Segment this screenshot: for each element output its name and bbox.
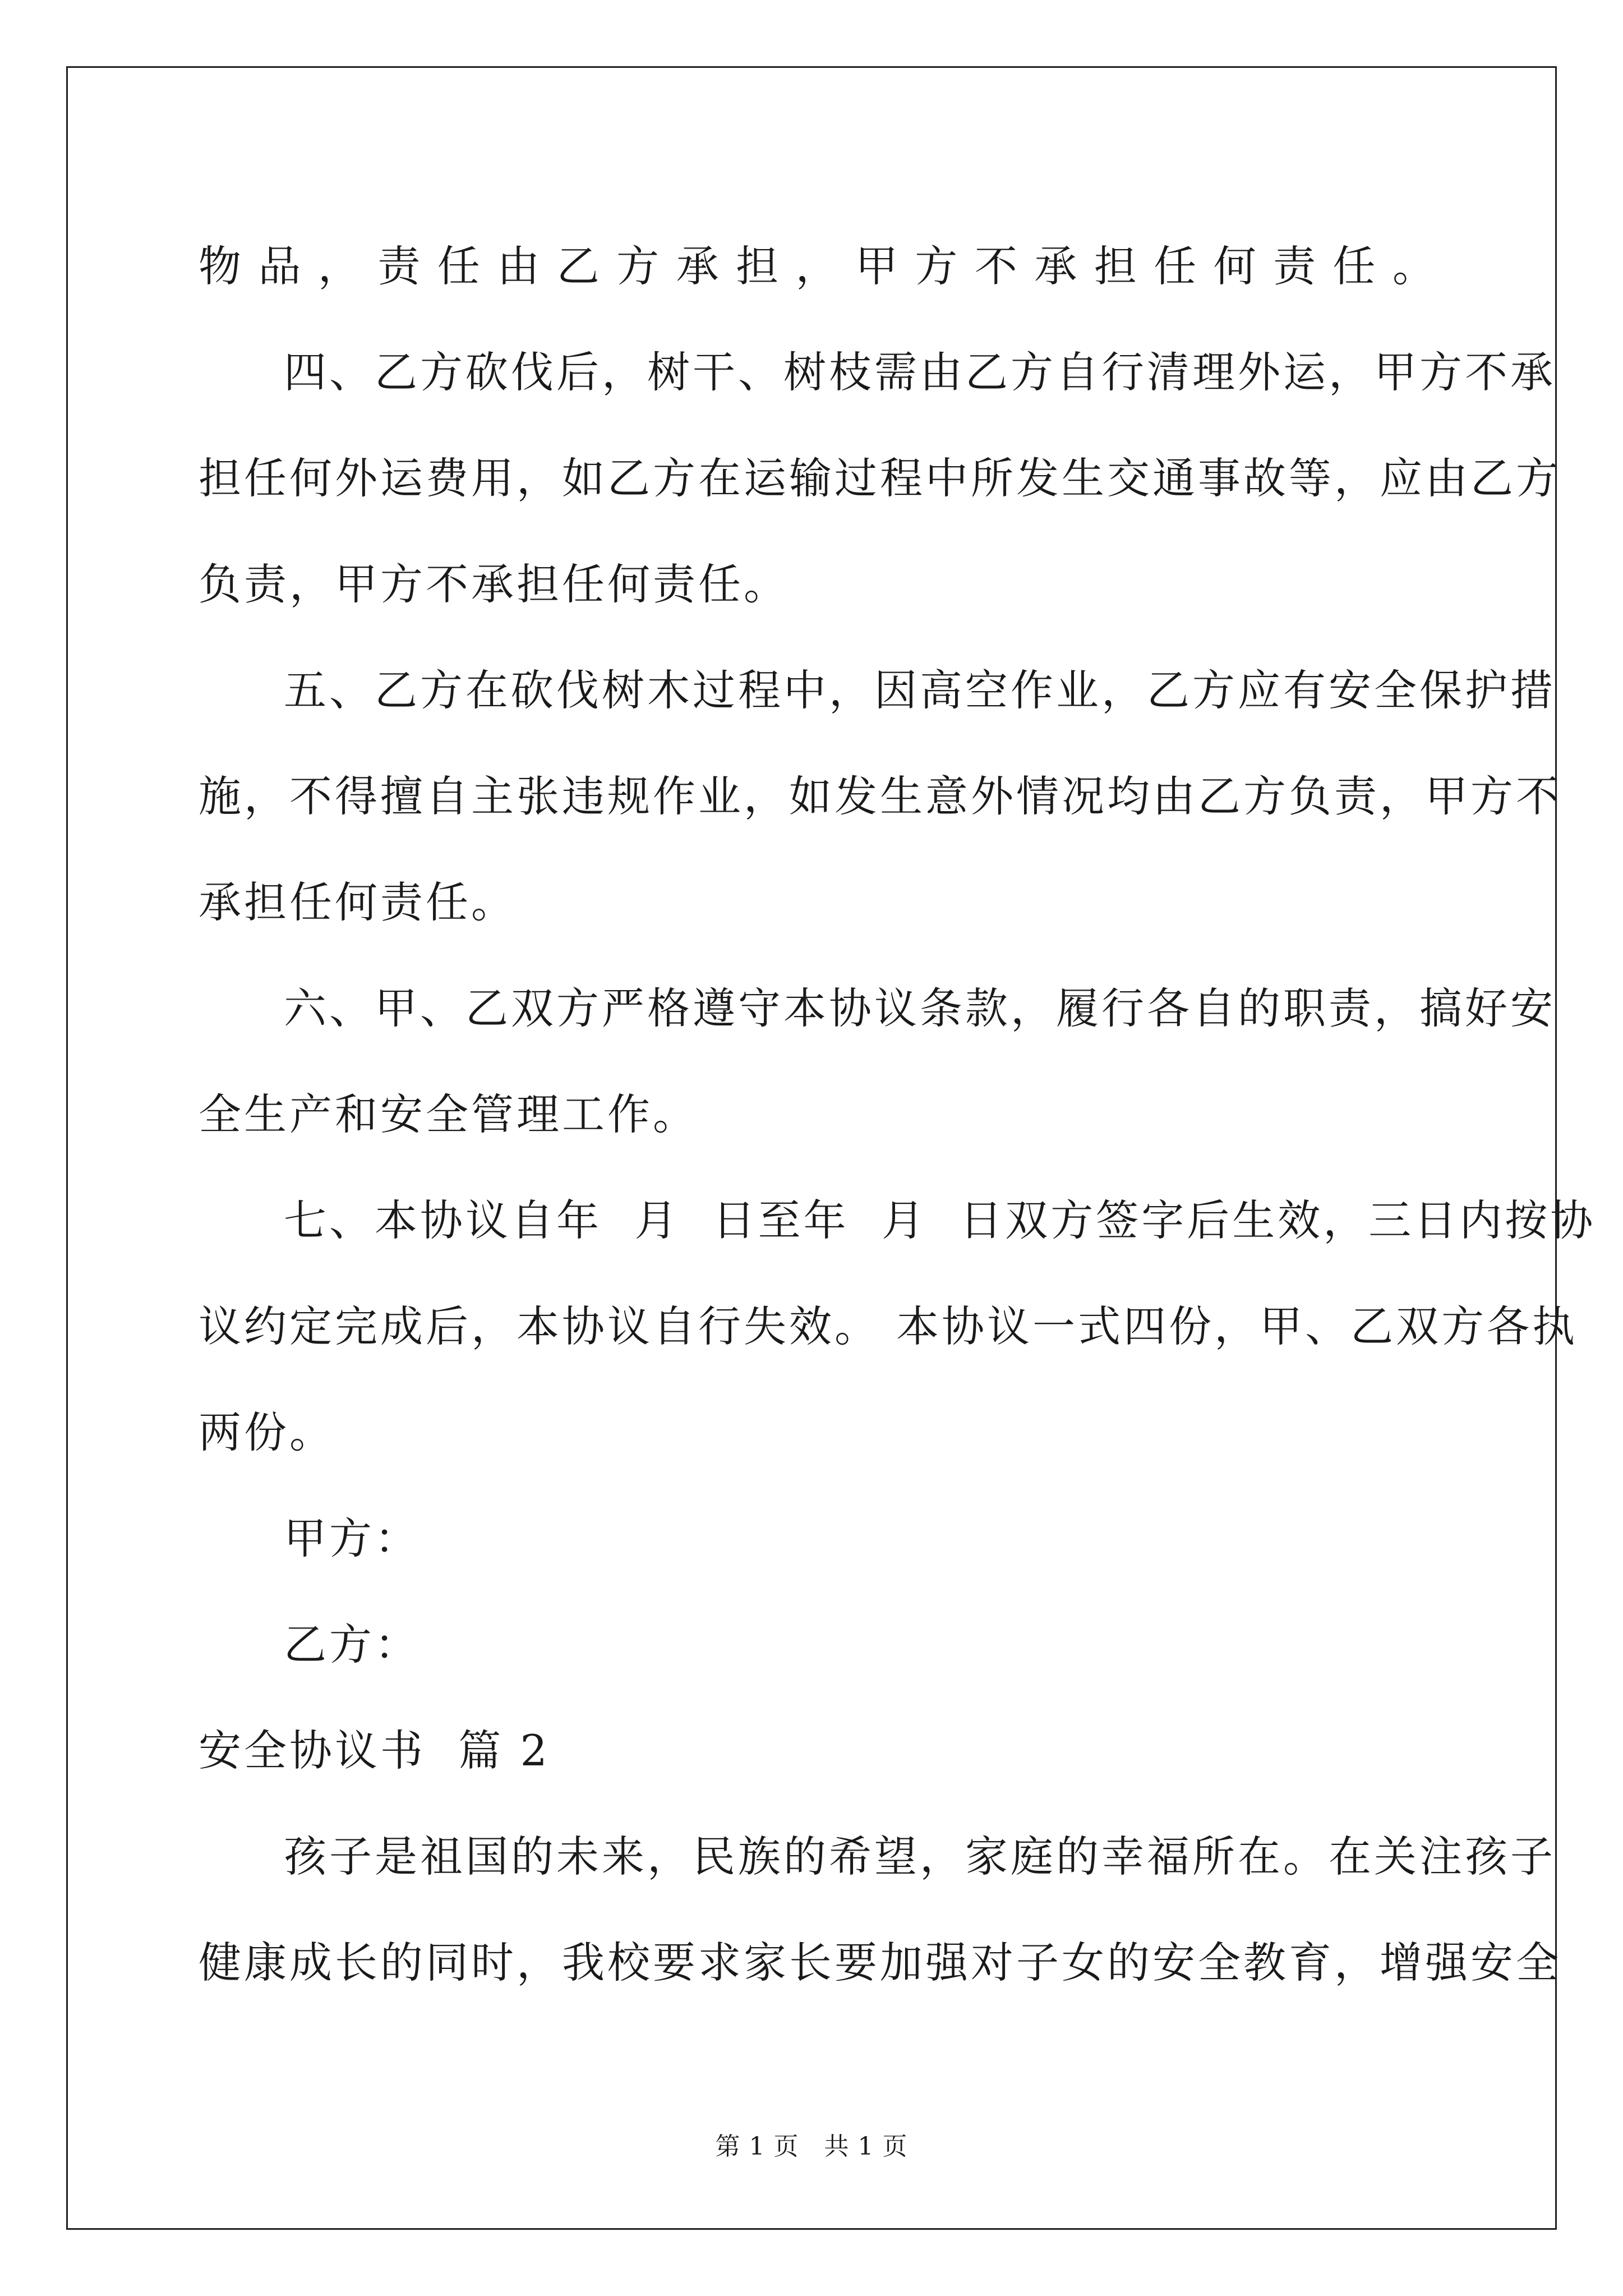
paragraph-line: 孩子是祖国的未来，民族的希望，家庭的幸福所在。在关注孩子 xyxy=(284,1832,1556,1881)
page-footer xyxy=(0,2126,1623,2162)
paragraph-line: 两份。 xyxy=(199,1407,335,1457)
paragraph-line: 五、乙方在砍伐树木过程中，因高空作业，乙方应有安全保护措 xyxy=(284,665,1556,715)
document-body xyxy=(199,213,1596,2016)
signature-party-b: 乙方： xyxy=(284,1619,420,1669)
paragraph-line: 议约定完成后，本协议自行失效。 本协议一式四份，甲、乙双方各执 xyxy=(199,1301,1578,1351)
paragraph-line: 承担任何责任。 xyxy=(199,877,517,927)
paragraph-line: 健康成长的同时，我校要求家长要加强对子女的安全教育，增强安全 xyxy=(199,1938,1561,1987)
paragraph-line: 负责，甲方不承担任何责任。 xyxy=(199,559,789,609)
page-number: 第 1 页 共 1 页 xyxy=(715,2132,908,2161)
paragraph-line: 六、甲、乙双方严格遵守本协议条款，履行各自的职责，搞好安 xyxy=(284,983,1556,1033)
paragraph-line: 物品，责任由乙方承担，甲方不承担任何责任。 xyxy=(199,241,1438,291)
section-heading: 安全协议书 篇 2 xyxy=(199,1726,550,1775)
paragraph-line: 四、乙方砍伐后，树干、树枝需由乙方自行清理外运，甲方不承 xyxy=(284,347,1556,397)
paragraph-line: 七、本协议自年 月 日至年 月 日双方签字后生效，三日内按协 xyxy=(284,1195,1596,1245)
signature-party-a: 甲方： xyxy=(284,1513,420,1563)
paragraph-line: 担任何外运费用，如乙方在运输过程中所发生交通事故等，应由乙方 xyxy=(199,453,1561,503)
paragraph-line: 全生产和安全管理工作。 xyxy=(199,1089,698,1139)
paragraph-line: 施，不得擅自主张违规作业，如发生意外情况均由乙方负责，甲方不 xyxy=(199,771,1561,821)
